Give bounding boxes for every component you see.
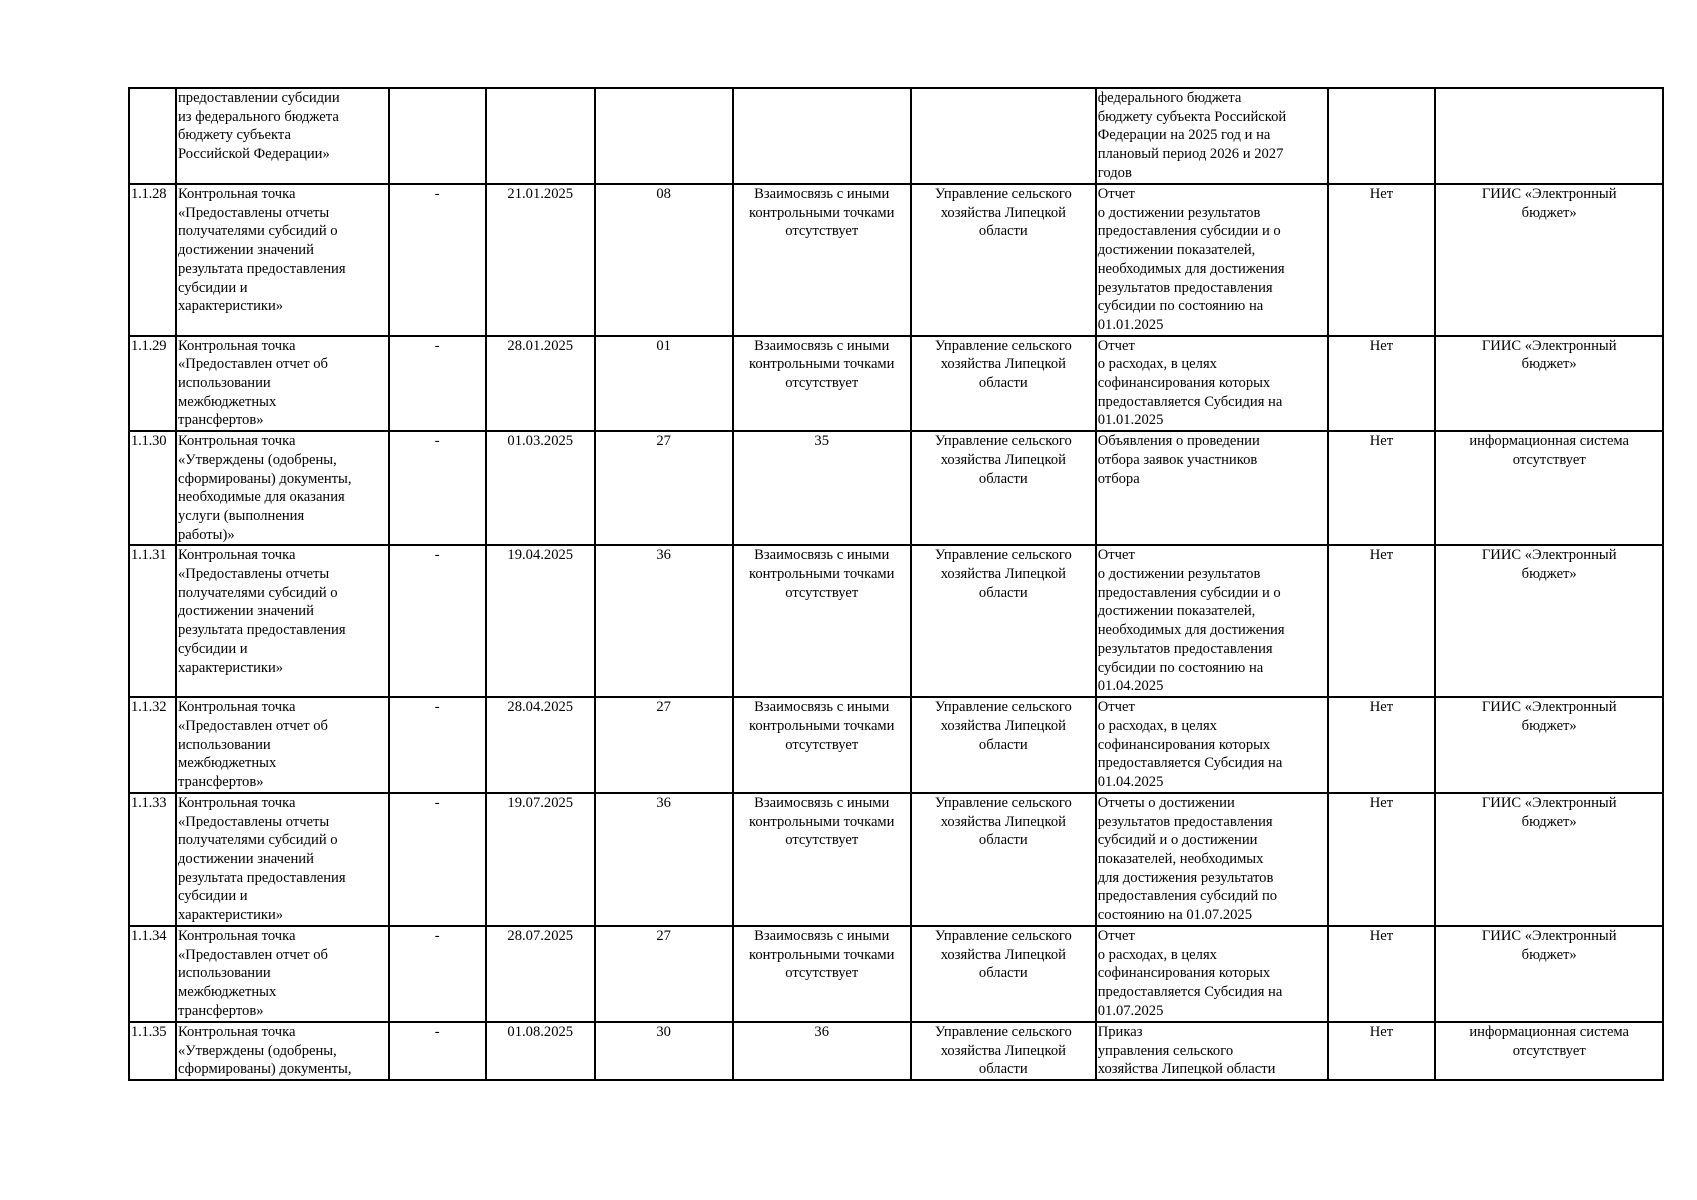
responsible-cell: [911, 88, 1096, 184]
date-cell: 28.07.2025: [486, 926, 595, 1022]
flag-cell: Нет: [1328, 184, 1436, 336]
table-row: [129, 336, 1663, 432]
date-cell: 21.01.2025: [486, 184, 595, 336]
info-system-cell: ГИИС «Электронный бюджет»: [1435, 697, 1663, 793]
control-point-name: Контрольная точка «Предоставлен отчет об использовании межбюджетных трансфертов»: [176, 336, 389, 432]
row-number: 1.1.28: [129, 184, 176, 336]
date-cell: 28.01.2025: [486, 336, 595, 432]
table-row: [129, 88, 1663, 184]
dash-cell: -: [389, 431, 486, 545]
relation-cell: Взаимосвязь с иными контрольными точками отсутствует: [733, 697, 911, 793]
days-cell: 01: [595, 336, 733, 432]
control-point-name: предоставлении субсидии из федерального бюджета бюджету субъекта Российской Федерации»: [176, 88, 389, 184]
row-number: 1.1.33: [129, 793, 176, 926]
info-system-cell: [1435, 88, 1663, 184]
table-row: [129, 431, 1663, 545]
dash-cell: -: [389, 926, 486, 1022]
control-point-name: Контрольная точка «Предоставлены отчеты получателями субсидий о достижении значений результата предоставления субсидии и характеристики»: [176, 793, 389, 926]
control-points-table: [128, 87, 1664, 1081]
control-point-name: Контрольная точка «Предоставлены отчеты получателями субсидий о достижении значений результата предоставления субсидии и характеристики»: [176, 545, 389, 697]
date-cell: 19.07.2025: [486, 793, 595, 926]
relation-cell: Взаимосвязь с иными контрольными точками отсутствует: [733, 545, 911, 697]
table-row: [129, 184, 1663, 336]
document-cell: федерального бюджета бюджету субъекта Российской Федерации на 2025 год и на плановый период 2026 и 2027 годов: [1096, 88, 1328, 184]
flag-cell: Нет: [1328, 926, 1436, 1022]
date-cell: 28.04.2025: [486, 697, 595, 793]
dash-cell: [389, 88, 486, 184]
row-number: 1.1.35: [129, 1022, 176, 1080]
days-cell: [595, 88, 733, 184]
relation-cell: 36: [733, 1022, 911, 1080]
info-system-cell: ГИИС «Электронный бюджет»: [1435, 184, 1663, 336]
control-point-name: Контрольная точка «Предоставлен отчет об использовании межбюджетных трансфертов»: [176, 926, 389, 1022]
row-number: 1.1.30: [129, 431, 176, 545]
control-point-name: Контрольная точка «Предоставлены отчеты получателями субсидий о достижении значений результата предоставления субсидии и характеристики»: [176, 184, 389, 336]
table-row: [129, 926, 1663, 1022]
flag-cell: Нет: [1328, 431, 1436, 545]
row-number: 1.1.31: [129, 545, 176, 697]
control-point-name: Контрольная точка «Утверждены (одобрены, сформированы) документы,: [176, 1022, 389, 1080]
document-cell: Отчет о расходах, в целях софинансирования которых предоставляется Субсидия на 01.07.2025: [1096, 926, 1328, 1022]
days-cell: 30: [595, 1022, 733, 1080]
dash-cell: -: [389, 545, 486, 697]
responsible-cell: Управление сельского хозяйства Липецкой области: [911, 793, 1096, 926]
row-number: 1.1.29: [129, 336, 176, 432]
document-cell: Отчет о достижении результатов предоставления субсидии и о достижении показателей, необходимых для достижения результатов предоставления субсидии по состоянию на 01.04.2025: [1096, 545, 1328, 697]
info-system-cell: ГИИС «Электронный бюджет»: [1435, 926, 1663, 1022]
table-row: [129, 697, 1663, 793]
info-system-cell: ГИИС «Электронный бюджет»: [1435, 336, 1663, 432]
relation-cell: Взаимосвязь с иными контрольными точками отсутствует: [733, 336, 911, 432]
flag-cell: Нет: [1328, 545, 1436, 697]
document-cell: Объявления о проведении отбора заявок участников отбора: [1096, 431, 1328, 545]
responsible-cell: Управление сельского хозяйства Липецкой области: [911, 431, 1096, 545]
date-cell: 01.03.2025: [486, 431, 595, 545]
relation-cell: Взаимосвязь с иными контрольными точками отсутствует: [733, 184, 911, 336]
days-cell: 36: [595, 793, 733, 926]
control-point-name: Контрольная точка «Предоставлен отчет об использовании межбюджетных трансфертов»: [176, 697, 389, 793]
table-row: [129, 545, 1663, 697]
days-cell: 27: [595, 697, 733, 793]
days-cell: 27: [595, 431, 733, 545]
relation-cell: Взаимосвязь с иными контрольными точками отсутствует: [733, 926, 911, 1022]
info-system-cell: информационная система отсутствует: [1435, 1022, 1663, 1080]
dash-cell: -: [389, 336, 486, 432]
document-cell: Отчет о расходах, в целях софинансирования которых предоставляется Субсидия на 01.04.2025: [1096, 697, 1328, 793]
relation-cell: [733, 88, 911, 184]
flag-cell: [1328, 88, 1436, 184]
row-number: 1.1.34: [129, 926, 176, 1022]
days-cell: 08: [595, 184, 733, 336]
responsible-cell: Управление сельского хозяйства Липецкой области: [911, 184, 1096, 336]
relation-cell: Взаимосвязь с иными контрольными точками отсутствует: [733, 793, 911, 926]
dash-cell: -: [389, 793, 486, 926]
responsible-cell: Управление сельского хозяйства Липецкой области: [911, 336, 1096, 432]
table-row: [129, 793, 1663, 926]
dash-cell: -: [389, 697, 486, 793]
document-cell: Отчет о расходах, в целях софинансирования которых предоставляется Субсидия на 01.01.2025: [1096, 336, 1328, 432]
row-number: [129, 88, 176, 184]
relation-cell: 35: [733, 431, 911, 545]
responsible-cell: Управление сельского хозяйства Липецкой области: [911, 545, 1096, 697]
document-cell: Приказ управления сельского хозяйства Липецкой области: [1096, 1022, 1328, 1080]
days-cell: 27: [595, 926, 733, 1022]
row-number: 1.1.32: [129, 697, 176, 793]
days-cell: 36: [595, 545, 733, 697]
control-point-name: Контрольная точка «Утверждены (одобрены, сформированы) документы, необходимые для оказания услуги (выполнения работы)»: [176, 431, 389, 545]
dash-cell: -: [389, 184, 486, 336]
responsible-cell: Управление сельского хозяйства Липецкой области: [911, 697, 1096, 793]
info-system-cell: ГИИС «Электронный бюджет»: [1435, 545, 1663, 697]
info-system-cell: ГИИС «Электронный бюджет»: [1435, 793, 1663, 926]
document-cell: Отчет о достижении результатов предоставления субсидии и о достижении показателей, необходимых для достижения результатов предоставления субсидии по состоянию на 01.01.2025: [1096, 184, 1328, 336]
dash-cell: -: [389, 1022, 486, 1080]
date-cell: [486, 88, 595, 184]
date-cell: 01.08.2025: [486, 1022, 595, 1080]
table-row: [129, 1022, 1663, 1080]
flag-cell: Нет: [1328, 793, 1436, 926]
info-system-cell: информационная система отсутствует: [1435, 431, 1663, 545]
flag-cell: Нет: [1328, 1022, 1436, 1080]
responsible-cell: Управление сельского хозяйства Липецкой области: [911, 926, 1096, 1022]
flag-cell: Нет: [1328, 697, 1436, 793]
responsible-cell: Управление сельского хозяйства Липецкой области: [911, 1022, 1096, 1080]
flag-cell: Нет: [1328, 336, 1436, 432]
date-cell: 19.04.2025: [486, 545, 595, 697]
document-cell: Отчеты о достижении результатов предоставления субсидий и о достижении показателей, необходимых для достижения результатов предоставления субсидий по состоянию на 01.07.2025: [1096, 793, 1328, 926]
